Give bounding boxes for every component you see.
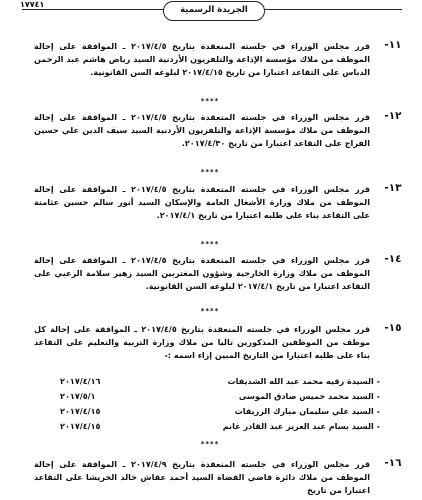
separator-stars: **** [200, 240, 220, 248]
retiree-date: ٢٠١٧/٤/١٥ [60, 421, 101, 431]
separator-stars: **** [200, 440, 220, 448]
page-number: ١٧٧٤١ [20, 0, 48, 9]
retiree-name: - السيد بسام عبد العزيز عبد القادر غانم [222, 421, 380, 431]
retiree-row [60, 376, 380, 388]
gazette-title-badge: الجريدة الرسمية [163, 1, 265, 21]
decision-text: قرر مجلس الوزراء في جلسته المنعقدة بتاريخ ٢٠١٧/٤/٥ ـ الموافقة على إحالة الموظف من ملاك وزارة الأشغال العامة والإسكان السيد أنور سالم حسين عثامنة على التقاعد بناء على طلبه اعتبارا من تاريخ ٢٠١٧/٤/١. [34, 184, 370, 220]
retiree-name: - السيد علي سليمان مبارك الزريقات [234, 406, 380, 416]
decision-number: -١٤ [384, 253, 402, 265]
decision-number: -١٥ [384, 322, 402, 334]
page-bottom-edge [0, 495, 422, 500]
decision-number: -١٣ [384, 182, 402, 194]
decision-number: -١٦ [384, 457, 402, 469]
retiree-row [60, 421, 380, 433]
decision-text: قرر مجلس الوزراء في جلسته المنعقدة بتاريخ ٢٠١٧/٤/٩ ـ الموافقة على إحالة الموظف من ملاك دائرة قاضي القضاة السيد أحمد عقاش خالد الخريشا على التقاعد اعتبارا من تاريخ [34, 459, 370, 495]
decision-text: قرر مجلس الوزراء في جلسته المنعقدة بتاريخ ٢٠١٧/٤/٥ ـ الموافقة على إحالة الموظف من ملاك مؤسسة الإذاعة والتلفزيون الأردنية السيد رياض هاشم عبد الرحمن الدباس على التقاعد اعتبارا من تاريخ ٢٠١٧/٤/١٥ لبلوغه السن القانونية. [34, 41, 370, 77]
retiree-date: ٢٠١٧/٤/١٥ [60, 406, 101, 416]
separator-stars: **** [200, 97, 220, 105]
decision-text: قرر مجلس الوزراء في جلسته المنعقدة بتاريخ ٢٠١٧/٤/٥ ـ الموافقة على إحالة الموظف من ملاك مؤسسة الإذاعة والتلفزيون الأردنية السيد سيف الدين علي حسين الفراج على التقاعد اعتبارا من تاريخ ٢٠١٧/٤/٣٠. [34, 112, 370, 148]
retiree-row [60, 391, 380, 403]
decision-text: قرر مجلس الوزراء في جلسته المنعقدة بتاريخ ٢٠١٧/٤/٥ ـ الموافقة على إحالة كل موظف من الموظفين المذكورين تاليا من ملاك وزارة التربية والتعليم على التقاعد بناء على طلبه اعتبارا من التاريخ المبين إزاء اسمه :- [34, 324, 370, 360]
decision-number: -١٢ [384, 110, 402, 122]
page-header [0, 0, 422, 30]
separator-stars: **** [200, 307, 220, 315]
retiree-row [60, 406, 380, 418]
retiree-name: - السيدة رقيه محمد عبد الله الشديفات [227, 376, 380, 386]
separator-stars: **** [200, 168, 220, 176]
retiree-name: - السيد محمد خميس صادق الموسى [238, 391, 380, 401]
decision-number: -١١ [384, 39, 402, 51]
decision-text: قرر مجلس الوزراء في جلسته المنعقدة بتاريخ ٢٠١٧/٤/٥ ـ الموافقة على إحالة الموظف من ملاك وزارة الخارجية وشؤون المغتربين السيد زهير سلامة الزعبي على التقاعد اعتبارا من تاريخ ٢٠١٧/٤/١ لبلوغه السن القانونية. [34, 255, 370, 291]
retiree-date: ٢٠١٧/٤/١٦ [60, 376, 101, 386]
retiree-date: ٢٠١٧/٥/١ [60, 391, 96, 401]
